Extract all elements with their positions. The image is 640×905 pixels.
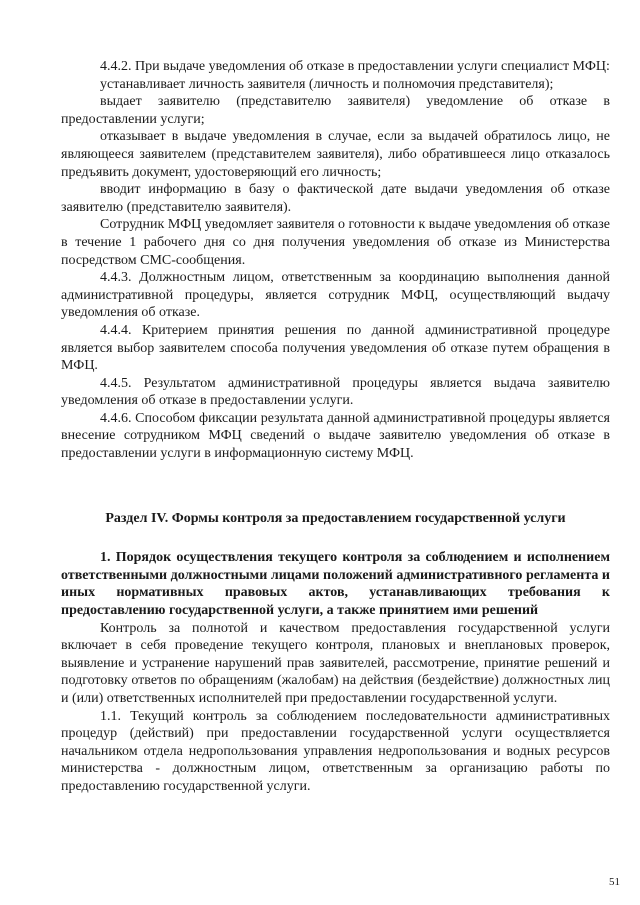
section-title: Раздел IV. Формы контроля за предоставлением государственной услуги xyxy=(105,510,566,526)
paragraph-4-4-4: 4.4.4. Критерием принятия решения по данной административной процедуре является выбор заявителем способа получения уведомления об отказе путем обращения в МФЦ. xyxy=(61,322,610,374)
document-page xyxy=(61,58,610,796)
paragraph-control-scope: Контроль за полнотой и качеством предоставления государственной услуги включает в себя проведение текущего контроля, плановых и внеплановых проверок, выявление и устранение нарушений прав заявителей, рассмотрение, принятие решений и подготовку ответов по обращениям (жалобам) на действия (бездействие) должностных лиц и (или) ответственных исполнителей при предоставлении государственной услуги. xyxy=(61,620,610,706)
paragraph-4-4-6: 4.4.6. Способом фиксации результата данной административной процедуры является внесение сотрудником МФЦ сведений о выдаче заявителю уведомления об отказе в предоставлении услуги в информационную систему МФЦ. xyxy=(61,410,610,462)
paragraph-identity: устанавливает личность заявителя (личность и полномочия представителя); xyxy=(100,76,554,92)
subheading: 1. Порядок осуществления текущего контроля за соблюдением и исполнением ответственными должностными лицами положений административного регламента и иных нормативных правовых актов, устанавливающих требования к предоставлению государственной услуги, а также принятием ими решений xyxy=(61,550,610,619)
paragraph-issue-notice: выдает заявителю (представителю заявителя) уведомление об отказе в предоставлении услуги; xyxy=(61,94,610,127)
paragraph-4-4-5: 4.4.5. Результатом административной процедуры является выдача заявителю уведомления об отказе в предоставлении услуги. xyxy=(61,375,610,409)
paragraph-1-1: 1.1. Текущий контроль за соблюдением последовательности административных процедур (действий) при предоставлении государственной услуги осуществляется начальником отдела недропользования управления недропользования и водных ресурсов министерства - должностным лицом, ответственным за организацию работы по предоставлению государственной услуги. xyxy=(61,708,610,794)
page-number: 51 xyxy=(609,876,620,888)
spacer xyxy=(61,527,610,549)
paragraph-sms-notice: Сотрудник МФЦ уведомляет заявителя о готовности к выдаче уведомления об отказе в течение 1 рабочего дня со дня получения уведомления об отказе из Министерства посредством СМС-сообщения. xyxy=(61,217,610,268)
paragraph-enter-info: вводит информацию в базу о фактической дате выдачи уведомления об отказе заявителю (представителю заявителя). xyxy=(61,182,610,215)
paragraph-4-4-2: 4.4.2. При выдаче уведомления об отказе в предоставлении услуги специалист МФЦ: xyxy=(100,59,610,74)
paragraph-refuse-issue: отказывает в выдаче уведомления в случае, если за выдачей обратилось лицо, не являющееся заявителем (представителем заявителя), либо обратившееся лицо отказалось предъявить документ, удостоверяющий его личность; xyxy=(61,129,610,180)
spacer xyxy=(61,463,610,510)
paragraph-4-4-3: 4.4.3. Должностным лицом, ответственным за координацию выполнения данной административной процедуры, является сотрудник МФЦ, осуществляющий выдачу уведомления об отказе. xyxy=(61,270,610,321)
